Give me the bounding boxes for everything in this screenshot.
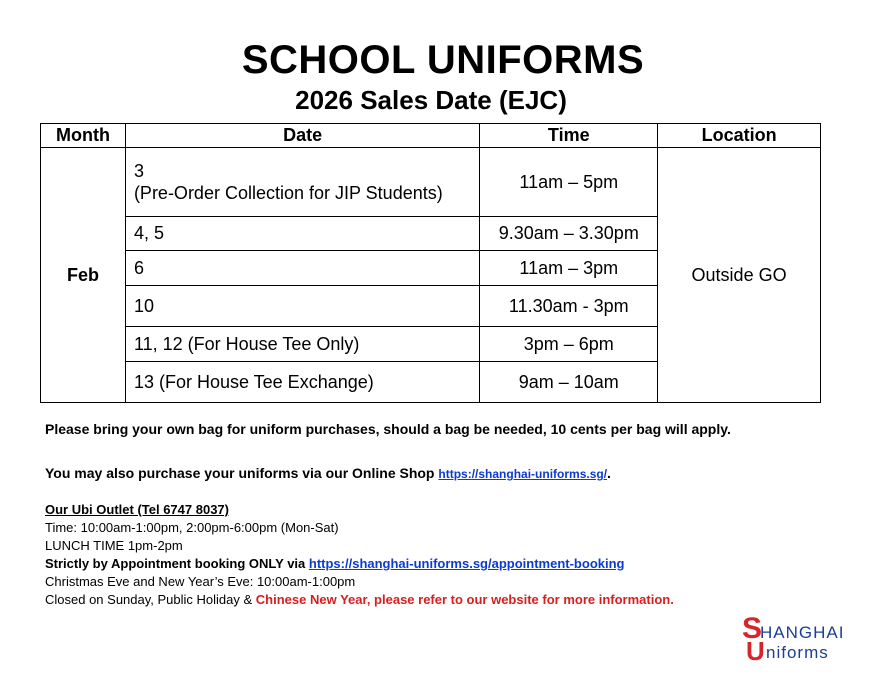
time-cell: 9am – 10am: [480, 362, 658, 403]
online-shop-link[interactable]: https://shanghai-uniforms.sg/: [438, 467, 608, 481]
date-cell: 4, 5: [125, 217, 479, 251]
table-row: [41, 148, 821, 217]
time-cell: 11am – 5pm: [480, 148, 658, 217]
time-cell: 3pm – 6pm: [480, 327, 658, 362]
time-cell: 11.30am - 3pm: [480, 286, 658, 327]
date-cell: [125, 148, 479, 217]
appointment-text: Strictly by Appointment booking ONLY via: [45, 556, 309, 571]
table-header-row: [41, 124, 821, 148]
header-location: Location: [658, 124, 821, 148]
page-title: SCHOOL UNIFORMS: [241, 38, 645, 82]
page-subtitle: 2026 Sales Date (EJC): [295, 85, 567, 115]
closed-text: Closed on Sunday, Public Holiday &: [45, 592, 256, 607]
logo-initial-u: U: [746, 636, 765, 664]
bag-notice: Please bring your own bag for uniform purchases, should a bag be needed, 10 cents per bag will apply.: [45, 421, 731, 437]
date-cell: 6: [125, 251, 479, 286]
outlet-heading: Our Ubi Outlet (Tel 6747 8037): [45, 502, 229, 517]
online-shop-notice: [45, 465, 611, 481]
logo-word-1: HANGHAI: [760, 623, 845, 642]
location-cell: Outside GO: [658, 148, 821, 403]
logo-word-2: niforms: [766, 643, 829, 662]
online-shop-text: You may also purchase your uniforms via our Online Shop: [45, 465, 439, 481]
header-date: Date: [125, 124, 479, 148]
closed-highlight: Chinese New Year, please refer to our website for more information.: [255, 592, 674, 607]
date-note: (Pre-Order Collection for JIP Students): [133, 183, 443, 203]
header-month: Month: [41, 124, 126, 148]
closed-line: [45, 591, 674, 609]
date-cell: 13 (For House Tee Exchange): [125, 362, 479, 403]
sales-schedule-table: [40, 123, 821, 403]
outlet-info: [45, 501, 674, 609]
shanghai-uniforms-logo: [742, 612, 870, 664]
eve-hours: Christmas Eve and New Year’s Eve: 10:00am-1:00pm: [45, 574, 356, 589]
logo-initial-s: S: [742, 612, 763, 645]
time-cell: 9.30am – 3.30pm: [480, 217, 658, 251]
appointment-line: [45, 555, 674, 573]
outlet-lunch: LUNCH TIME 1pm-2pm: [45, 538, 183, 553]
outlet-hours: Time: 10:00am-1:00pm, 2:00pm-6:00pm (Mon-Sat): [45, 520, 339, 535]
time-cell: 11am – 3pm: [480, 251, 658, 286]
date-line: 3: [133, 161, 144, 181]
date-cell: 10: [125, 286, 479, 327]
month-cell: Feb: [41, 148, 126, 403]
appointment-link[interactable]: https://shanghai-uniforms.sg/appointment-booking: [308, 556, 625, 571]
header-time: Time: [480, 124, 658, 148]
online-shop-suffix: .: [607, 465, 611, 481]
date-cell: 11, 12 (For House Tee Only): [125, 327, 479, 362]
